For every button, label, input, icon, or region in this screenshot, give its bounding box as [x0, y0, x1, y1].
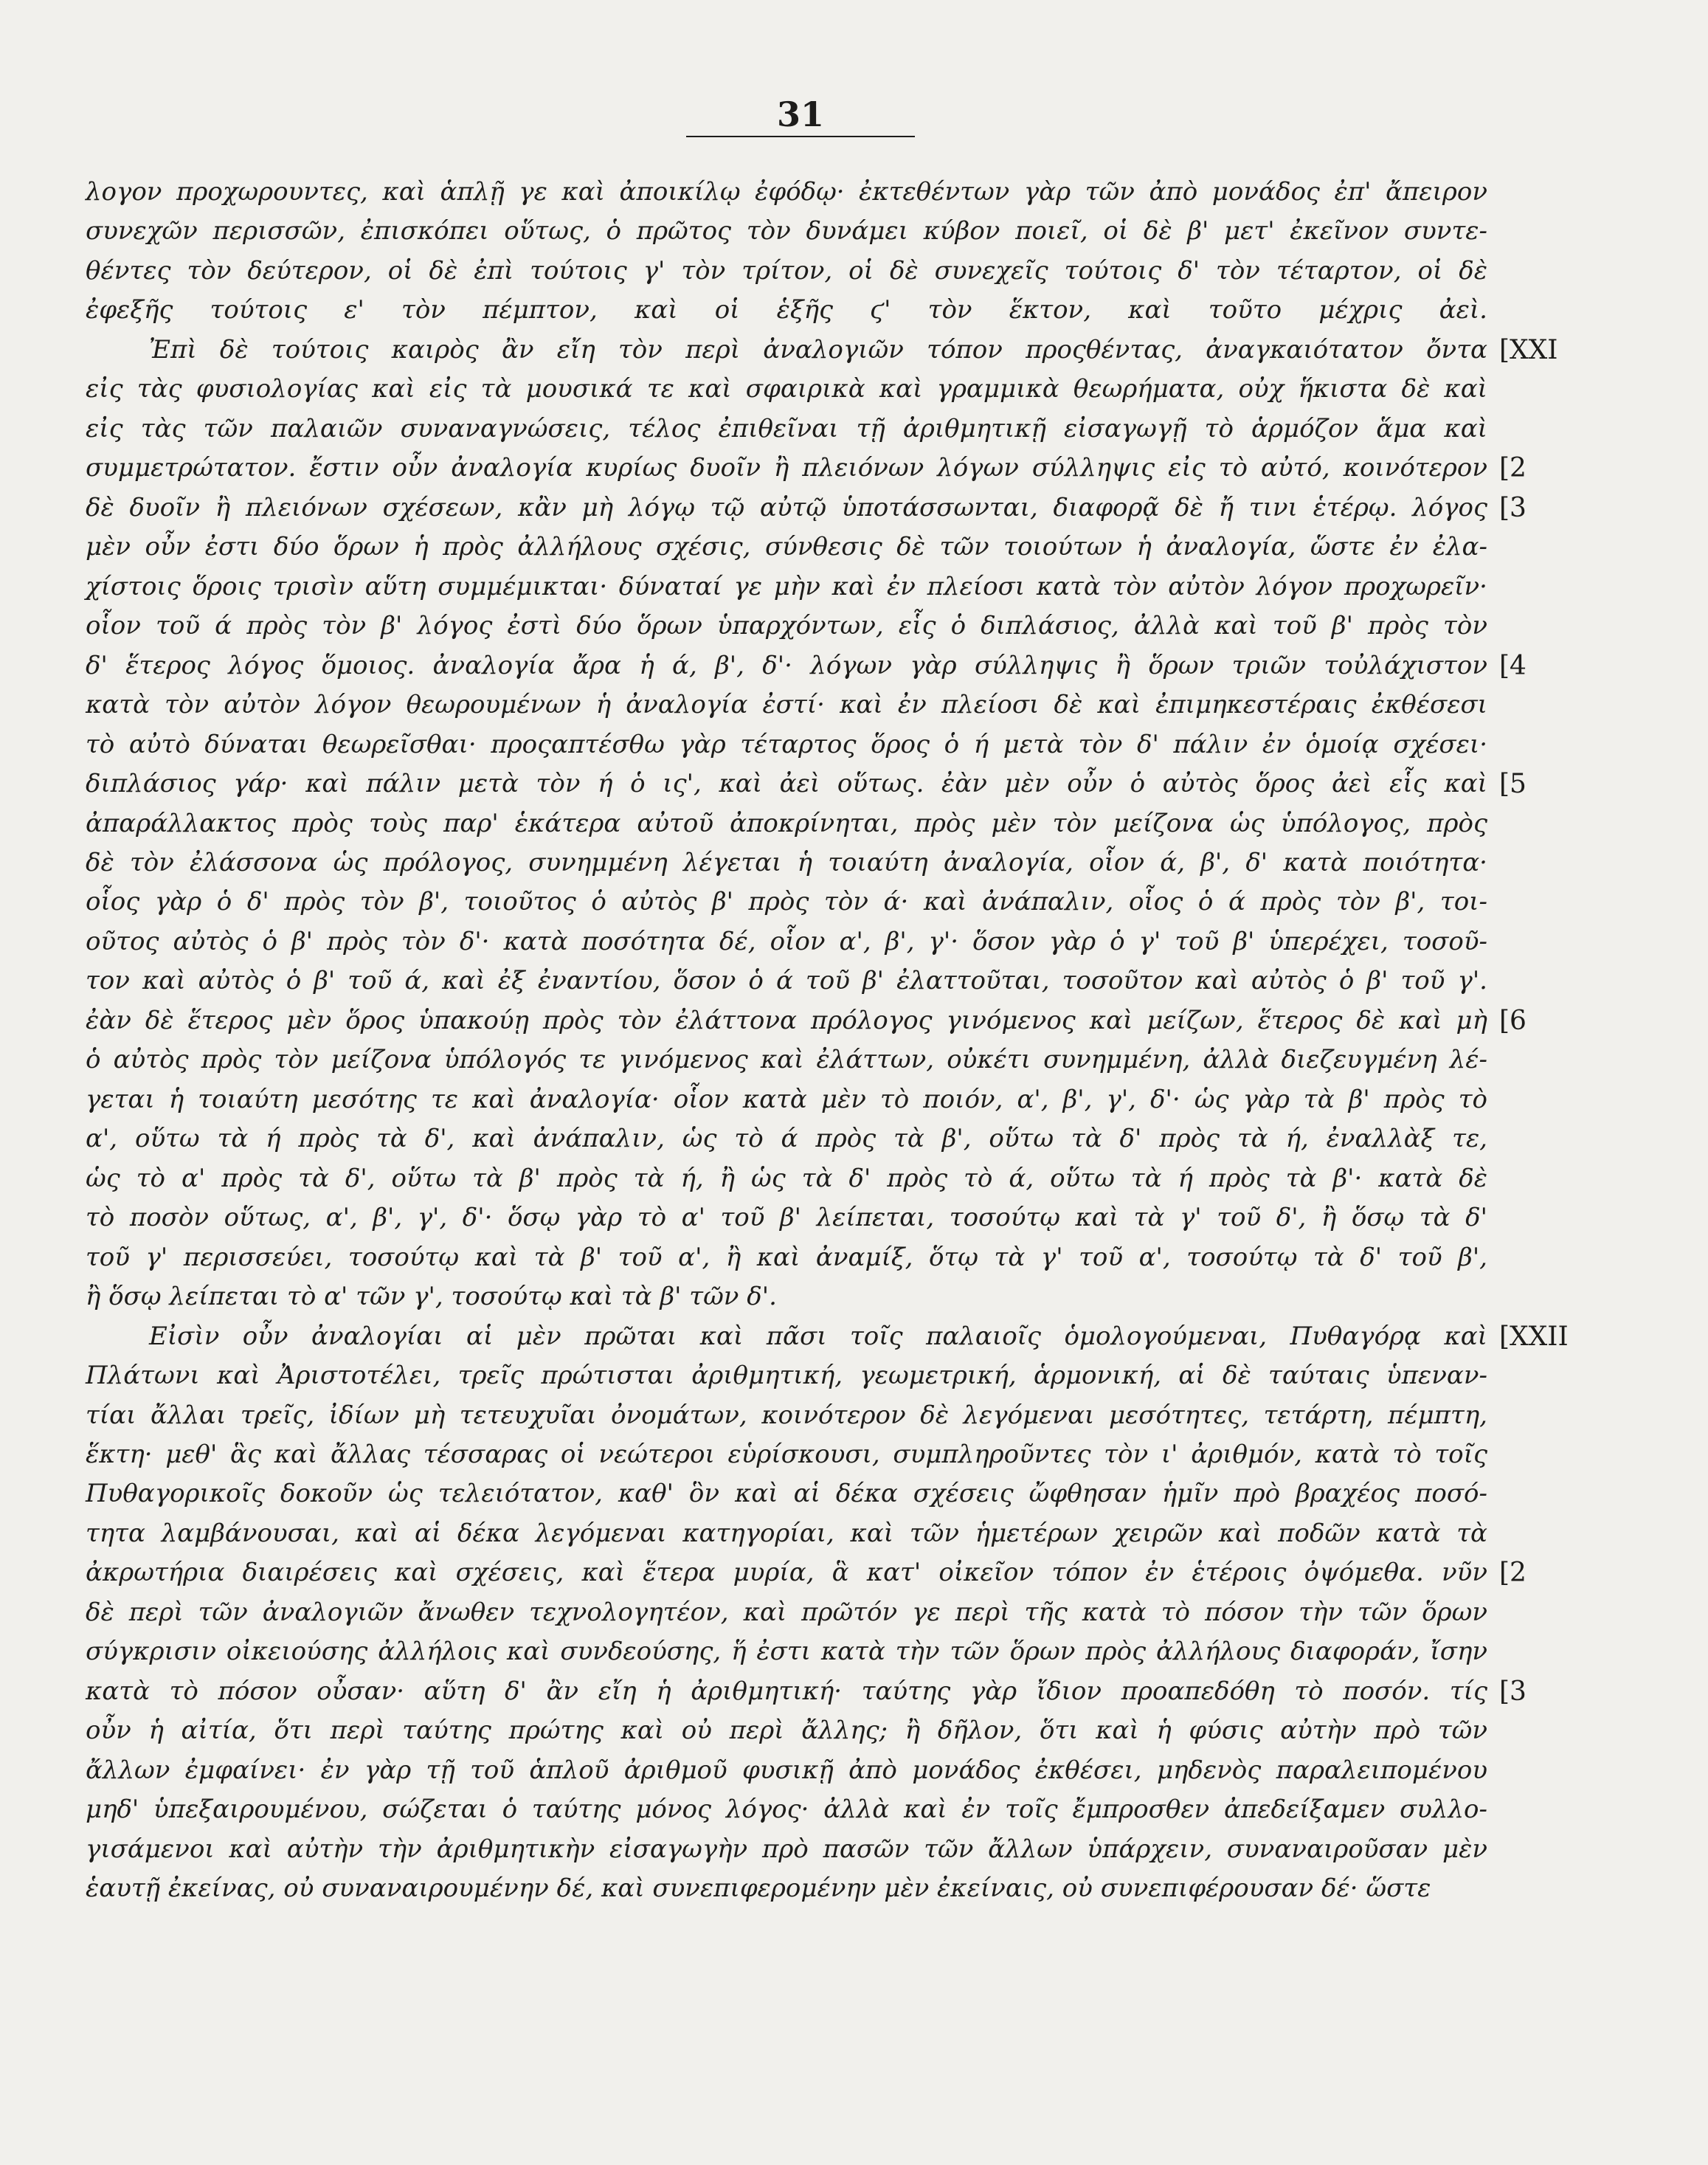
text-line-content: θέντες τὸν δεύτερον, οἱ δὲ ἐπὶ τούτοις γ' τὸν τρίτον, οἱ δὲ συνεχεῖς τούτοις δ' τὸν τέταρτον, οἱ δὲ [86, 255, 1487, 286]
text-line-content: συμμετρώτατον. ἔστιν οὖν ἀναλογία κυρίως δυοῖν ἢ πλειόνων λόγων σύλληψις εἰς τὸ αὐτό, κοινότερον [86, 453, 1487, 483]
section-marker: [XXI [1499, 334, 1558, 365]
section-marker: [4 [1499, 650, 1527, 681]
text-line [86, 1396, 1523, 1435]
text-line [86, 686, 1523, 725]
text-line-content: Πυθαγορικοῖς δοκοῦν ὡς τελειότατον, καθ' ὃν καὶ αἱ δέκα σχέσεις ὤφθησαν ἡμῖν πρὸ βραχέος ποσό- [86, 1479, 1487, 1509]
text-line-content: οἷος γὰρ ὁ δ' πρὸς τὸν β', τοιοῦτος ὁ αὐτὸς β' πρὸς τὸν ά· καὶ ἀνάπαλιν, οἷος ὁ ά πρὸς τὸν β', τοι- [86, 887, 1487, 917]
section-marker: [3 [1499, 492, 1527, 523]
page-number: 31 [776, 94, 824, 134]
section-marker: [3 [1499, 1676, 1527, 1707]
text-line [86, 1238, 1523, 1277]
text-line-content: οἷον τοῦ ά πρὸς τὸν β' λόγος ἐστὶ δύο ὅρων ὑπαρχόντων, εἷς ὁ διπλάσιος, ἀλλὰ καὶ τοῦ β' πρὸς τὸν [86, 611, 1487, 641]
text-line-content: δὲ δυοῖν ἢ πλειόνων σχέσεων, κἂν μὴ λόγῳ τῷ αὐτῷ ὑποτάσσωνται, διαφορᾷ δὲ ἤ τινι ἑτέρῳ. λόγος [86, 492, 1487, 522]
text-line-content: Πλάτωνι καὶ Ἀριστοτέλει, τρεῖς πρώτισται ἀριθμητική, γεωμετρική, ἁρμονική, αἱ δὲ ταύταις ὑπεναν- [86, 1361, 1487, 1391]
text-line [86, 1119, 1523, 1159]
text-line-content: ὁ αὐτὸς πρὸς τὸν μείζονα ὑπόλογός τε γινόμενος καὶ ἐλάττων, οὐκέτι συνημμένη, ἀλλὰ διεζευγμένη λέ- [86, 1045, 1487, 1075]
text-line-content: λογον προχωρουντες, καὶ ἁπλῇ γε καὶ ἀποικίλῳ ἐφόδῳ· ἐκτεθέντων γὰρ τῶν ἀπὸ μονάδος ἐπ' ἄπειρον [86, 177, 1487, 207]
text-line-content: ἢ ὅσῳ λείπεται τὸ α' τῶν γ', τοσούτῳ καὶ τὰ β' τῶν δ'. [86, 1282, 777, 1312]
text-line-content: τοῦ γ' περισσεύει, τοσούτῳ καὶ τὰ β' τοῦ α', ἢ καὶ ἀναμίξ, ὅτῳ τὰ γ' τοῦ α', τοσούτῳ τὰ δ' τοῦ β', [86, 1242, 1487, 1272]
text-line-content: χίστοις ὅροις τρισὶν αὕτη συμμέμικται· δύναταί γε μὴν καὶ ἐν πλείοσι κατὰ τὸν αὐτὸν λόγον προχωρεῖν· [86, 571, 1487, 601]
text-line [86, 1790, 1523, 1829]
text-line-content: τητα λαμβάνουσαι, καὶ αἱ δέκα λεγόμεναι κατηγορίαι, καὶ τῶν ἡμετέρων χειρῶν καὶ ποδῶν κατὰ τὰ [86, 1518, 1487, 1548]
text-line-content: ἀπαράλλακτος πρὸς τοὺς παρ' ἑκάτερα αὐτοῦ ἀποκρίνηται, πρὸς μὲν τὸν μείζονα ὡς ὑπόλογος, πρὸς [86, 808, 1487, 838]
text-line [86, 1277, 1523, 1316]
text-line [86, 173, 1523, 212]
text-line [86, 1711, 1523, 1750]
text-line [86, 410, 1523, 449]
text-line [86, 607, 1523, 646]
text-line-content: τὸ ποσὸν οὕτως, α', β', γ', δ'· ὅσῳ γὰρ τὸ α' τοῦ β' λείπεται, τοσούτῳ καὶ τὰ γ' τοῦ δ', ἢ ὅσῳ τὰ δ' [86, 1203, 1487, 1233]
text-line-content: Εἰσὶν οὖν ἀναλογίαι αἱ μὲν πρῶται καὶ πᾶσι τοῖς παλαιοῖς ὁμολογούμεναι, Πυθαγόρᾳ καὶ [149, 1321, 1487, 1351]
text-line-content: κατὰ τὸν αὐτὸν λόγον θεωρουμένων ἡ ἀναλογία ἐστί· καὶ ἐν πλείοσι δὲ καὶ ἐπιμηκεστέραις ἐκθέσεσι [86, 690, 1487, 720]
text-line [86, 1553, 1527, 1592]
text-line [86, 961, 1523, 1001]
text-line [86, 1514, 1523, 1553]
section-marker: [6 [1499, 1005, 1527, 1036]
text-line-content: ἀκρωτήρια διαιρέσεις καὶ σχέσεις, καὶ ἕτερα μυρία, ἃ κατ' οἰκεῖον τόπον ἐν ἑτέροις ὀψόμεθα. νῦν [86, 1558, 1487, 1588]
text-line-content: εἰς τὰς φυσιολογίας καὶ εἰς τὰ μουσικά τε καὶ σφαιρικὰ καὶ γραμμικὰ θεωρήματα, οὐχ ἥκιστα δὲ καὶ [86, 374, 1487, 404]
text-line [86, 528, 1523, 567]
text-line-content: Ἐπὶ δὲ τούτοις καιρὸς ἂν εἴη τὸν περὶ ἀναλογιῶν τόπον προςθέντας, ἀναγκαιότατον ὄντα [149, 334, 1487, 365]
text-line-content: κατὰ τὸ πόσον οὖσαν· αὕτη δ' ἂν εἴη ἡ ἀριθμητική· ταύτης γὰρ ἴδιον προαπεδόθη τὸ ποσόν. τίς [86, 1676, 1487, 1706]
text-line-content: δὲ περὶ τῶν ἀναλογιῶν ἄνωθεν τεχνολογητέον, καὶ πρῶτόν γε περὶ τῆς κατὰ τὸ πόσον τὴν τῶν ὅρων [86, 1597, 1487, 1627]
text-line [86, 252, 1523, 291]
text-line [86, 331, 1558, 370]
section-marker: [2 [1499, 453, 1527, 484]
text-line [86, 646, 1527, 686]
text-line [86, 212, 1523, 251]
text-line [86, 1040, 1523, 1080]
text-line [86, 1751, 1523, 1790]
text-line-content: οὖν ἡ αἰτία, ὅτι περὶ ταύτης πρώτης καὶ οὐ περὶ ἄλλης; ἢ δῆλον, ὅτι καὶ ἡ φύσις αὐτὴν πρὸ τῶν [86, 1716, 1487, 1746]
text-line-content: γισάμενοι καὶ αὐτὴν τὴν ἀριθμητικὴν εἰσαγωγὴν πρὸ πασῶν τῶν ἄλλων ὑπάρχειν, συναναιροῦσαν μὲν [86, 1834, 1487, 1864]
page-number-rule [686, 136, 915, 137]
text-line [86, 1830, 1523, 1869]
text-line-content: οῦτος αὐτὸς ὁ β' πρὸς τὸν δ'· κατὰ ποσότητα δέ, οἷον α', β', γ'· ὅσον γὰρ ὁ γ' τοῦ β' ὑπερέχει, τοσοῦ- [86, 926, 1487, 956]
text-line [86, 1317, 1569, 1356]
text-line-content: τον καὶ αὐτὸς ὁ β' τοῦ ά, καὶ ἐξ ἐναντίου, ὅσον ὁ ά τοῦ β' ἐλαττοῦται, τοσοῦτον καὶ αὐτὸς ὁ β' τοῦ γ'. [86, 966, 1487, 996]
text-line-content: εἰς τὰς τῶν παλαιῶν συναναγνώσεις, τέλος ἐπιθεῖναι τῇ ἀριθμητικῇ εἰσαγωγῇ τὸ ἁρμόζον ἅμα καὶ [86, 413, 1487, 443]
text-line-content: α', οὕτω τὰ ή πρὸς τὰ δ', καὶ ἀνάπαλιν, ὡς τὸ ά πρὸς τὰ β', οὕτω τὰ δ' πρὸς τὰ ή, ἐναλλὰξ τε, [86, 1124, 1487, 1154]
text-line [86, 804, 1523, 843]
text-line [86, 1632, 1523, 1671]
text-line-content: ἕκτη· μεθ' ἃς καὶ ἄλλας τέσσαρας οἱ νεώτεροι εὑρίσκουσι, συμπληροῦντες τὸν ι' ἀριθμόν, κατὰ τὸ τοῖς [86, 1440, 1487, 1469]
text-line [86, 1198, 1523, 1237]
text-line-content: τίαι ἄλλαι τρεῖς, ἰδίων μὴ τετευχυῖαι ὀνομάτων, κοινότερον δὲ λεγόμεναι μεσότητες, τετάρτη, πέμπτη, [86, 1400, 1487, 1430]
section-marker: [2 [1499, 1558, 1527, 1589]
text-line [86, 291, 1523, 330]
text-line-content: ἄλλων ἐμφαίνει· ἐν γὰρ τῇ τοῦ ἁπλοῦ ἀριθμοῦ φυσικῇ ἀπὸ μονάδος ἐκθέσει, μηδενὸς παραλειπομένου [86, 1755, 1487, 1785]
section-marker: [5 [1499, 769, 1527, 800]
text-line [86, 567, 1523, 607]
text-line [86, 1001, 1527, 1040]
text-line [86, 1593, 1523, 1632]
text-line-content: δ' ἕτερος λόγος ὅμοιος. ἀναλογία ἄρα ἡ ά, β', δ'· λόγων γὰρ σύλληψις ἢ ὅρων τριῶν τοὐλάχιστον [86, 650, 1487, 680]
text-line [86, 1435, 1523, 1474]
text-line-content: διπλάσιος γάρ· καὶ πάλιν μετὰ τὸν ή ὁ ις', καὶ ἀεὶ οὕτως. ἐὰν μὲν οὖν ὁ αὐτὸς ὅρος ἀεὶ εἷς καὶ [86, 769, 1487, 799]
section-marker: [XXII [1499, 1321, 1569, 1352]
text-line-content: ὡς τὸ α' πρὸς τὰ δ', οὕτω τὰ β' πρὸς τὰ ή, ἢ ὡς τὰ δ' πρὸς τὸ ά, οὕτω τὰ ή πρὸς τὰ β'· κατὰ δὲ [86, 1163, 1487, 1193]
text-line-content: γεται ἡ τοιαύτη μεσότης τε καὶ ἀναλογία· οἷον κατὰ μὲν τὸ ποιόν, α', β', γ', δ'· ὡς γὰρ τὰ β' πρὸς τὸ [86, 1084, 1487, 1114]
text-line [86, 1080, 1523, 1119]
text-line [86, 488, 1527, 528]
text-line [86, 843, 1523, 883]
text-line [86, 449, 1527, 488]
text-line [86, 1159, 1523, 1198]
text-line [86, 370, 1523, 409]
text-line-content: ἐὰν δὲ ἕτερος μὲν ὅρος ὑπακούῃ πρὸς τὸν ἐλάττονα πρόλογος γινόμενος καὶ μείζων, ἕτερος δὲ καὶ μὴ [86, 1005, 1487, 1035]
text-line-content: συνεχῶν περισσῶν, ἐπισκόπει οὕτως, ὁ πρῶτος τὸν δυνάμει κύβον ποιεῖ, οἱ δὲ β' μετ' ἐκεῖνον συντε- [86, 216, 1487, 246]
text-line [86, 883, 1523, 922]
text-line [86, 725, 1523, 764]
text-line-content: τὸ αὐτὸ δύναται θεωρεῖσθαι· προςαπτέσθω γὰρ τέταρτος ὅρος ὁ ή μετὰ τὸν δ' πάλιν ἐν ὁμοίᾳ σχέσει· [86, 729, 1487, 759]
text-line [86, 922, 1523, 961]
text-line [86, 1356, 1523, 1395]
text-line [86, 764, 1527, 804]
text-line-content: ἑαυτῇ ἐκείνας, οὐ συναναιρουμένην δέ, καὶ συνεπιφερομένην μὲν ἐκείναις, οὐ συνεπιφέρουσαν δέ· ὥστε [86, 1874, 1431, 1904]
text-line-content: δὲ τὸν ἐλάσσονα ὡς πρόλογος, συνημμένη λέγεται ἡ τοιαύτη ἀναλογία, οἷον ά, β', δ' κατὰ ποιότητα· [86, 847, 1487, 877]
text-line [86, 1474, 1523, 1513]
text-line-content: ἐφεξῆς τούτοις ε' τὸν πέμπτον, καὶ οἱ ἑξῆς ϛ' τὸν ἕκτον, καὶ τοῦτο μέχρις ἀεὶ. [86, 295, 1487, 325]
text-line [86, 1869, 1523, 1908]
text-line [86, 1672, 1527, 1711]
text-line-content: σύγκρισιν οἰκειούσης ἀλλήλοις καὶ συνδεούσης, ἥ ἐστι κατὰ τὴν τῶν ὅρων πρὸς ἀλλήλους διαφοράν, ἴσην [86, 1637, 1487, 1667]
text-line-content: μηδ' ὑπεξαιρουμένου, σώζεται ὁ ταύτης μόνος λόγος· ἀλλὰ καὶ ἐν τοῖς ἔμπροσθεν ἀπεδείξαμεν συλλο- [86, 1795, 1487, 1825]
text-line-content: μὲν οὖν ἐστι δύο ὅρων ἡ πρὸς ἀλλήλους σχέσις, σύνθεσις δὲ τῶν τοιούτων ἡ ἀναλογία, ὥστε ἐν ἐλα- [86, 532, 1487, 562]
body-text [86, 173, 1569, 1909]
